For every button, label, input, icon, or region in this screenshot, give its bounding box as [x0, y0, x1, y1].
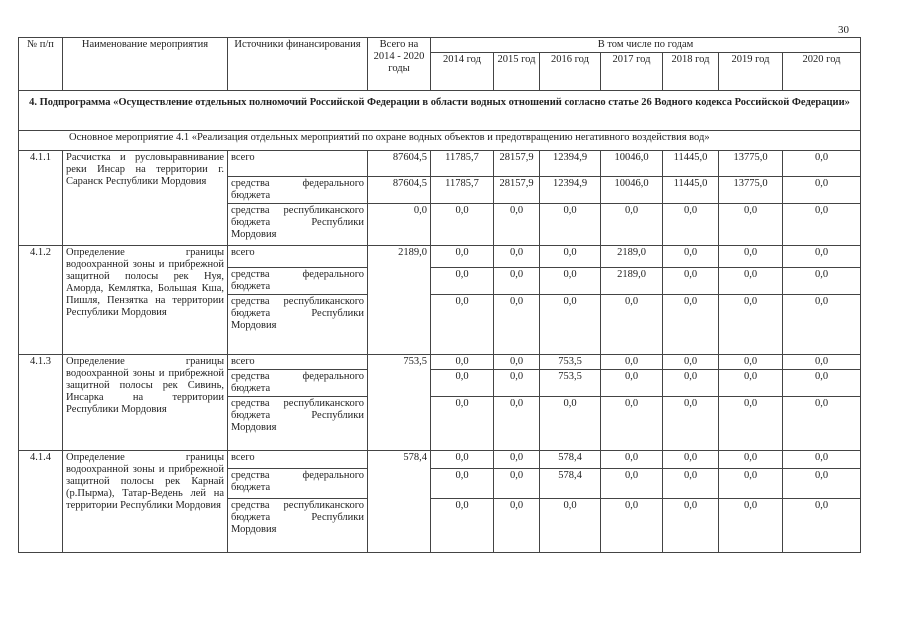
year-value: 11785,7 — [431, 177, 494, 204]
year-value: 0,0 — [494, 397, 540, 451]
year-value: 0,0 — [431, 370, 494, 397]
year-value: 0,0 — [431, 451, 494, 469]
year-value: 0,0 — [663, 204, 719, 246]
year-value: 0,0 — [494, 246, 540, 268]
year-value: 0,0 — [540, 246, 601, 268]
row-number: 4.1.2 — [19, 246, 63, 355]
year-value: 2189,0 — [601, 246, 663, 268]
total-value: 0,0 — [368, 204, 431, 246]
year-value: 0,0 — [540, 499, 601, 553]
year-value: 0,0 — [783, 499, 861, 553]
year-value: 0,0 — [783, 177, 861, 204]
year-value: 0,0 — [719, 370, 783, 397]
year-value: 11445,0 — [663, 177, 719, 204]
activity-name: Определение границы водоохранной зоны и прибрежной защитной полосы рек Сивинь, Инсарка на территории Республики Мордовия — [63, 355, 228, 451]
year-value: 0,0 — [601, 469, 663, 499]
row-number: 4.1.4 — [19, 451, 63, 553]
year-value: 0,0 — [783, 397, 861, 451]
year-value: 0,0 — [601, 397, 663, 451]
year-value: 0,0 — [663, 451, 719, 469]
funding-source: средства федерального бюджета — [228, 469, 368, 499]
funding-source: средства федерального бюджета — [228, 268, 368, 295]
year-value: 0,0 — [783, 451, 861, 469]
year-value: 0,0 — [663, 499, 719, 553]
year-value: 12394,9 — [540, 151, 601, 177]
year-value: 753,5 — [540, 370, 601, 397]
year-value: 578,4 — [540, 469, 601, 499]
total-value: 578,4 — [368, 451, 431, 553]
year-value: 0,0 — [601, 295, 663, 355]
header-name: Наименование мероприятия — [63, 38, 228, 91]
year-value: 0,0 — [494, 355, 540, 370]
year-value: 0,0 — [494, 295, 540, 355]
year-value: 0,0 — [719, 469, 783, 499]
year-value: 0,0 — [431, 268, 494, 295]
activity-name: Определение границы водоохранной зоны и прибрежной защитной полосы рек Нуя, Аморда, Кемлятка, Большая Кша, Пишля, Пензятка на территории Республики Мордовия — [63, 246, 228, 355]
year-value: 0,0 — [601, 370, 663, 397]
year-value: 0,0 — [431, 355, 494, 370]
year-value: 0,0 — [494, 204, 540, 246]
year-value: 0,0 — [663, 295, 719, 355]
year-value: 0,0 — [431, 246, 494, 268]
year-value: 2189,0 — [601, 268, 663, 295]
year-value: 13775,0 — [719, 151, 783, 177]
total-value: 87604,5 — [368, 177, 431, 204]
funding-source: средства республиканского бюджета Республики Мордовия — [228, 397, 368, 451]
year-value: 753,5 — [540, 355, 601, 370]
year-value: 0,0 — [783, 355, 861, 370]
year-value: 0,0 — [494, 469, 540, 499]
header-year: 2014 год — [431, 53, 494, 91]
year-value: 0,0 — [719, 499, 783, 553]
year-value: 0,0 — [540, 204, 601, 246]
year-value: 0,0 — [494, 451, 540, 469]
table-row — [19, 451, 861, 469]
year-value: 13775,0 — [719, 177, 783, 204]
total-value: 2189,0 — [368, 246, 431, 355]
year-value: 0,0 — [783, 370, 861, 397]
year-value: 0,0 — [601, 451, 663, 469]
header-years-group: В том числе по годам — [431, 38, 861, 53]
year-value: 10046,0 — [601, 151, 663, 177]
year-value: 12394,9 — [540, 177, 601, 204]
header-year: 2020 год — [783, 53, 861, 91]
year-value: 0,0 — [663, 246, 719, 268]
total-value: 753,5 — [368, 355, 431, 451]
year-value: 0,0 — [719, 246, 783, 268]
year-value: 28157,9 — [494, 177, 540, 204]
row-number: 4.1.3 — [19, 355, 63, 451]
year-value: 0,0 — [431, 295, 494, 355]
year-value: 0,0 — [663, 370, 719, 397]
year-value: 0,0 — [719, 268, 783, 295]
main-activity: Основное мероприятие 4.1 «Реализация отдельных мероприятий по охране водных объектов и предотвращению негативного воздействия вод» — [19, 131, 861, 151]
funding-source: всего — [228, 355, 368, 370]
year-value: 0,0 — [601, 355, 663, 370]
total-value: 87604,5 — [368, 151, 431, 177]
year-value: 0,0 — [719, 295, 783, 355]
year-value: 0,0 — [663, 268, 719, 295]
year-value: 0,0 — [663, 469, 719, 499]
year-value: 0,0 — [601, 499, 663, 553]
year-value: 11445,0 — [663, 151, 719, 177]
year-value: 0,0 — [783, 151, 861, 177]
year-value: 0,0 — [540, 268, 601, 295]
funding-source: средства республиканского бюджета Республики Мордовия — [228, 204, 368, 246]
header-no: № п/п — [19, 38, 63, 91]
header-year: 2018 год — [663, 53, 719, 91]
year-value: 0,0 — [719, 204, 783, 246]
year-value: 0,0 — [719, 397, 783, 451]
table-row — [19, 246, 861, 268]
year-value: 0,0 — [540, 397, 601, 451]
year-value: 0,0 — [719, 451, 783, 469]
activity-name: Определение границы водоохранной зоны и прибрежной защитной полосы рек Карнай (р.Пырма), Татар-Ведень лей на территории Республики Мордовия — [63, 451, 228, 553]
year-value: 0,0 — [783, 204, 861, 246]
funding-source: средства республиканского бюджета Республики Мордовия — [228, 499, 368, 553]
year-value: 0,0 — [783, 295, 861, 355]
funding-source: всего — [228, 151, 368, 177]
year-value: 0,0 — [540, 295, 601, 355]
budget-table — [18, 37, 861, 553]
table-row — [19, 151, 861, 177]
year-value: 28157,9 — [494, 151, 540, 177]
year-value: 0,0 — [431, 397, 494, 451]
year-value: 0,0 — [431, 204, 494, 246]
row-number: 4.1.1 — [19, 151, 63, 246]
funding-source: всего — [228, 451, 368, 469]
funding-source: всего — [228, 246, 368, 268]
year-value: 0,0 — [783, 268, 861, 295]
activity-name: Расчистка и русловыравнивание реки Инсар на территории г. Саранск Республики Мордовия — [63, 151, 228, 246]
header-year: 2015 год — [494, 53, 540, 91]
year-value: 11785,7 — [431, 151, 494, 177]
year-value: 0,0 — [601, 204, 663, 246]
year-value: 0,0 — [494, 499, 540, 553]
funding-source: средства федерального бюджета — [228, 177, 368, 204]
table-row — [19, 355, 861, 370]
year-value: 0,0 — [431, 469, 494, 499]
header-source: Источники финансирования — [228, 38, 368, 91]
header-total: Всего на 2014 - 2020 годы — [368, 38, 431, 91]
year-value: 0,0 — [494, 268, 540, 295]
year-value: 0,0 — [783, 469, 861, 499]
page-number: 30 — [838, 24, 849, 36]
year-value: 0,0 — [494, 370, 540, 397]
header-year: 2019 год — [719, 53, 783, 91]
year-value: 0,0 — [783, 246, 861, 268]
year-value: 0,0 — [663, 397, 719, 451]
header-year: 2016 год — [540, 53, 601, 91]
subprogram-title: 4. Подпрограмма «Осуществление отдельных полномочий Российской Федерации в области водных отношений согласно статье 26 Водного кодекса Российской Федерации» — [19, 91, 861, 131]
year-value: 0,0 — [719, 355, 783, 370]
header-year: 2017 год — [601, 53, 663, 91]
funding-source: средства федерального бюджета — [228, 370, 368, 397]
year-value: 0,0 — [431, 499, 494, 553]
year-value: 578,4 — [540, 451, 601, 469]
year-value: 10046,0 — [601, 177, 663, 204]
funding-source: средства республиканского бюджета Республики Мордовия — [228, 295, 368, 355]
year-value: 0,0 — [663, 355, 719, 370]
